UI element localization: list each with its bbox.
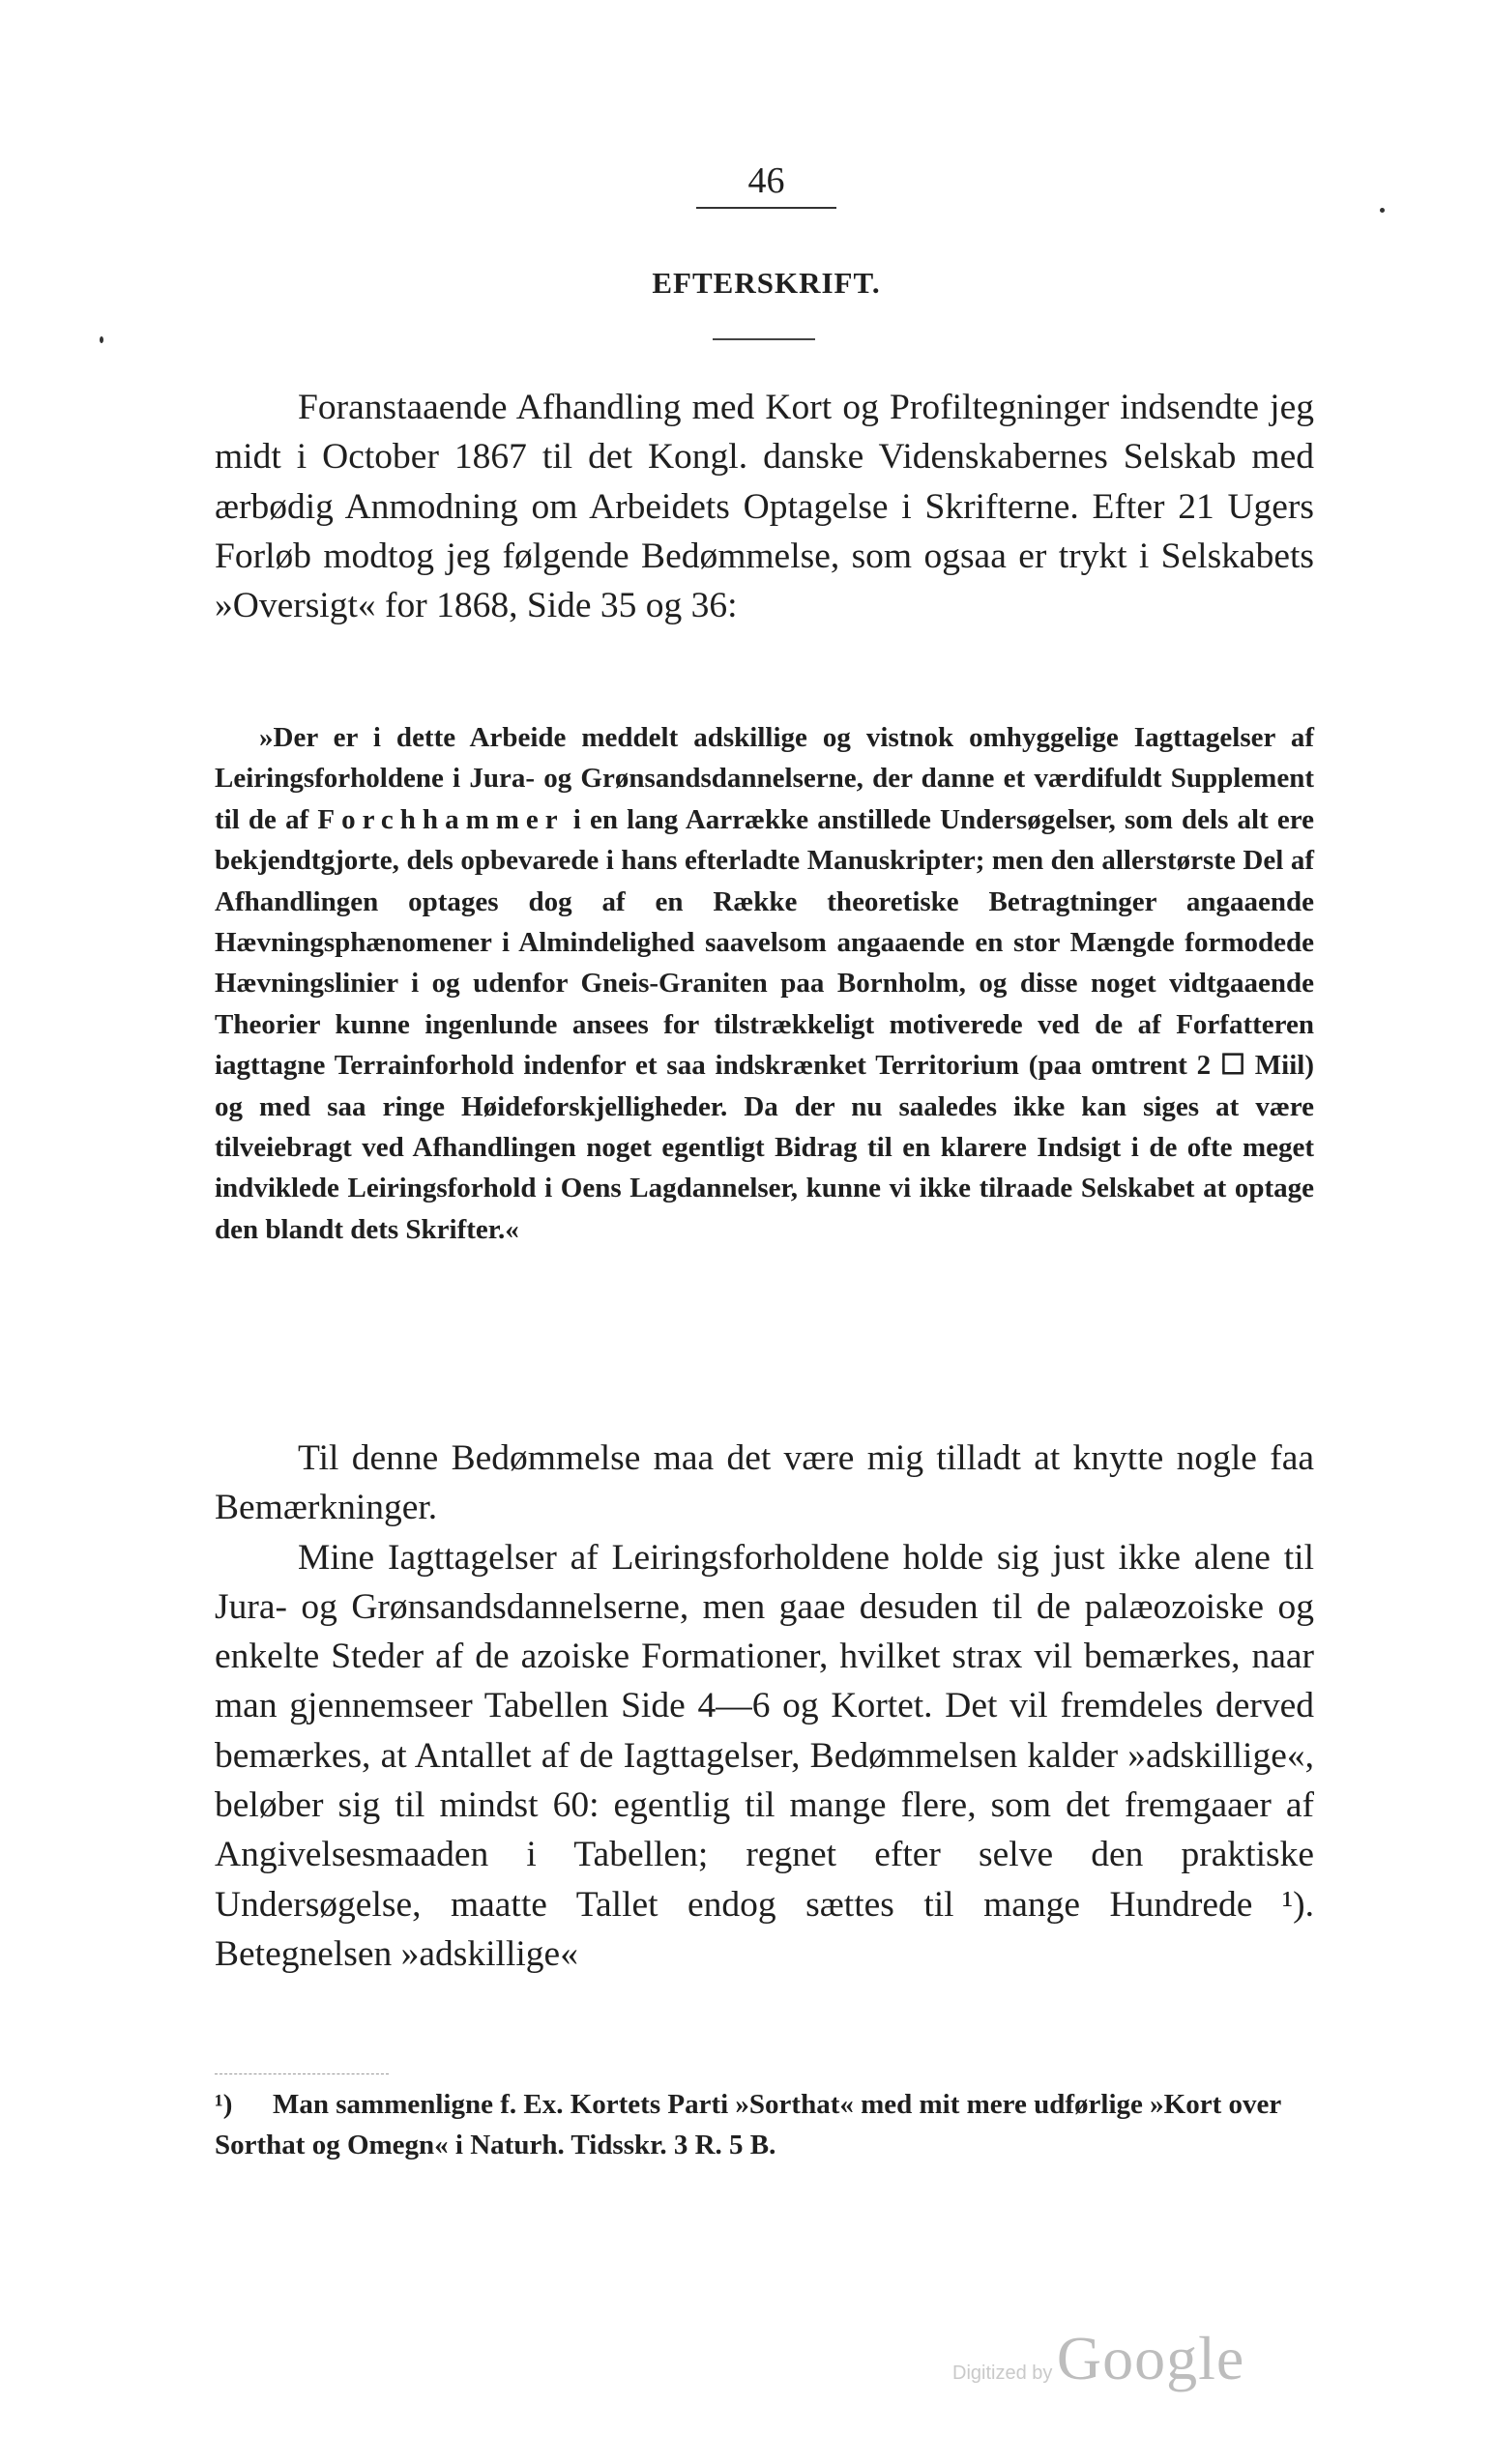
quote-spaced-name: Forchhammer: [317, 803, 565, 835]
response-block: [215, 1434, 1314, 1979]
heading-rule: [713, 338, 815, 340]
page-number: 46: [696, 157, 836, 209]
digitized-watermark: [952, 2323, 1244, 2394]
intro-paragraph: Foranstaaende Afhandling med Kort og Profiltegninger indsendte jeg midt i October 1867 til det Kongl. danske Videnskabernes Selskab med ærbødig Anmodning om Arbeidets Optagelse i Skrifterne. Efter 21 Ugers Forløb modtog jeg følgende Bedømmelse, som ogsaa er trykt i Selskabets »Oversigt« for 1868, Side 35 og 36:: [215, 388, 1314, 626]
quote-part-2: i en lang Aarrække anstillede Undersøgelser, som dels alt ere bekjendtgjorte, dels opbevarede i hans efterladte Manuskripter; men den allerstørste Del af Afhandlingen optages dog af en Række theoretiske Betragtninger angaaende Hævningsphænomener i Almindelighed saavelsom angaaende en stor Mængde formodede Hævningslinier i og udenfor Gneis-Graniten paa Bornholm, og disse noget vidtgaaende Theorier kunne ingenlunde ansees for tilstrækkeligt motiverede ved de af Forfatteren iagttagne Terrainforhold indenfor et saa indskrænket Territorium (paa omtrent 2 ☐ Miil) og med saa ringe Høideforskjelligheder. Da der nu saaledes ikke kan siges at være tilveiebragt ved Afhandlingen noget egentligt Bidrag til en klarere Indsigt i de ofte meget indviklede Leiringsforhold i Oens Lagdannelser, kunne vi ikke tilraade Selskabet at optage den blandt dets Skrifter.«: [215, 803, 1314, 1245]
footnote-text: Man sammenligne f. Ex. Kortets Parti »Sorthat« med mit mere udførlige »Kort over Sorthat og Omegn« i Naturh. Tidsskr. 3 R. 5 B.: [215, 2089, 1281, 2160]
scan-speck: [1380, 208, 1385, 213]
watermark-logo: Google: [1056, 2324, 1245, 2392]
committee-quote: [215, 717, 1314, 1250]
footnote-marker: ¹): [215, 2089, 233, 2120]
quote-paragraph: [215, 717, 1314, 1250]
scan-speck: [100, 336, 103, 343]
footnote: [215, 2084, 1314, 2165]
section-heading: EFTERSKRIFT.: [652, 266, 881, 300]
footnote-paragraph: [215, 2084, 1314, 2165]
paragraph-2: Til denne Bedømmelse maa det være mig tilladt at knytte nogle faa Bemærkninger.: [215, 1438, 1314, 1528]
footnote-rule: [215, 2073, 389, 2074]
paragraph-3: Mine Iagttagelser af Leiringsforholdene holde sig just ikke alene til Jura- og Grønsandsdannelserne, men gaae desuden til de palæozoiske og enkelte Steder af de azoiske Formationer, hvilket strax vil bemærkes, naar man gjennemseer Tabellen Side 4—6 og Kortet. Det vil fremdeles derved bemærkes, at Antallet af de Iagttagelser, Bedømmelsen kalder »adskillige«, beløber sig til mindst 60: egentlig til mange flere, som det fremgaaer af Angivelsesmaaden i Tabellen; regnet efter selve den praktiske Undersøgelse, maatte Tallet endog sættes til mange Hundrede ¹). Betegnelsen »adskillige«: [215, 1537, 1314, 1974]
watermark-small-text: Digitized by: [952, 2363, 1053, 2384]
intro-paragraph-block: [215, 383, 1314, 630]
quote-part-1: »Der er i dette Arbeide meddelt adskillige og vistnok omhyggelige Iagttagelser af Leiringsforholdene i Jura- og Grønsandsdannelserne, der danne et værdifuldt Supplement til de af: [215, 722, 1314, 835]
